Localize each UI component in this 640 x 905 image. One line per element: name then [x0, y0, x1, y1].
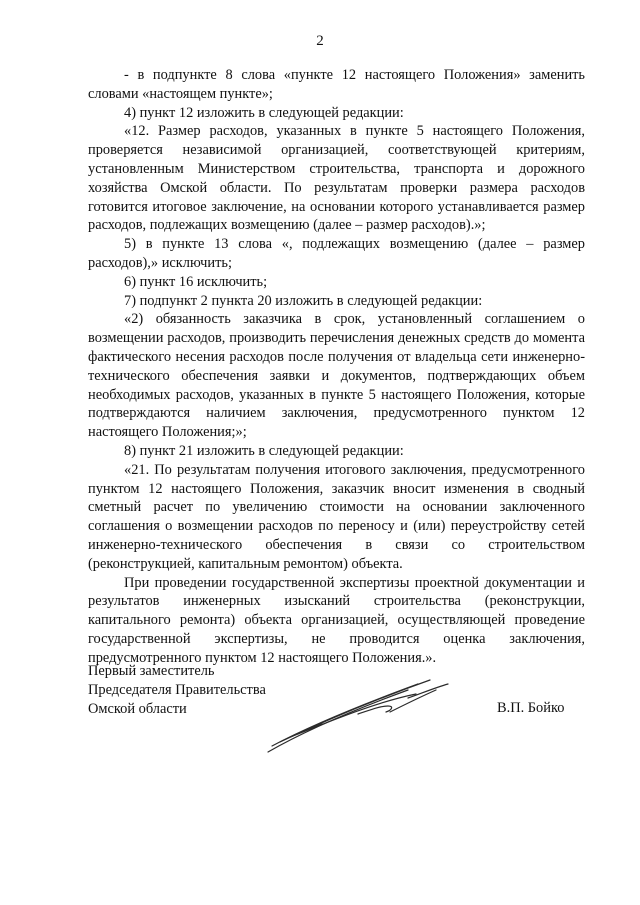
paragraph-2: 4) пункт 12 изложить в следующей редакции: [124, 104, 404, 121]
paragraph-9: «21. По результатам получения итогового заключения, предусмотренного пунктом 12 настоящего Положения, заказчик вносит изменения в сводный сметный расчет по увеличению стоимости на основании заключенного соглашения о возмещении расходов по переносу и (или) переустройству сетей инженерно-технического обеспечения в связи со строительством (реконструкцией, капитальным ремонтом) объекта. [88, 461, 585, 572]
handwritten-signature [258, 672, 458, 760]
paragraph-1: - в подпункте 8 слова «пункте 12 настоящего Положения» заменить словами «настоящем пункте»; [88, 67, 585, 102]
position-line-1: Первый заместитель [88, 663, 215, 679]
paragraph-4: 5) в пункте 13 слова «, подлежащих возмещению (далее – размер расходов),» исключить; [88, 236, 585, 271]
paragraph-6: 7) подпункт 2 пункта 20 изложить в следующей редакции: [124, 292, 483, 309]
signatory-name: В.П. Бойко [497, 700, 565, 716]
paragraph-10: При проведении государственной экспертизы проектной документации и результатов инженерных изысканий строительства (реконструкции, капитального ремонта) объекта организацией, осуществляющей проведение государственной экспертизы, не проводится оценка заключения, предусмотренного пунктом 12 настоящего Положения.». [88, 574, 585, 666]
position-line-3: Омской области [88, 701, 187, 717]
paragraph-7: «2) обязанность заказчика в срок, установленный соглашением о возмещении расходов, производить перечисления денежных средств до момента фактического несения расходов после получения от владельца сети инженерно-технического обеспечения заявки и документов, подтверждающих объем необходимых расходов, указанных в пункте 5 настоящего Положения, которые подтверждаются наличием заключения, предусмотренного пунктом 12 настоящего Положения;»; [88, 311, 585, 441]
page-number: 2 [316, 33, 324, 49]
position-line-2: Председателя Правительства [88, 682, 266, 698]
signatory-position [88, 662, 266, 719]
paragraph-5: 6) пункт 16 исключить; [124, 273, 268, 290]
document-body [88, 66, 585, 668]
paragraph-3: «12. Размер расходов, указанных в пункте 5 настоящего Положения, проверяется независимой организацией, соответствующей критериям, установленным Министерством строительства, транспорта и дорожного хозяйства Омской области. По результатам проверки размера расходов готовится итоговое заключение, на основании которого устанавливается размер расходов, подлежащих возмещению (далее – размер расходов).»; [88, 123, 585, 234]
paragraph-8: 8) пункт 21 изложить в следующей редакции: [124, 442, 404, 459]
